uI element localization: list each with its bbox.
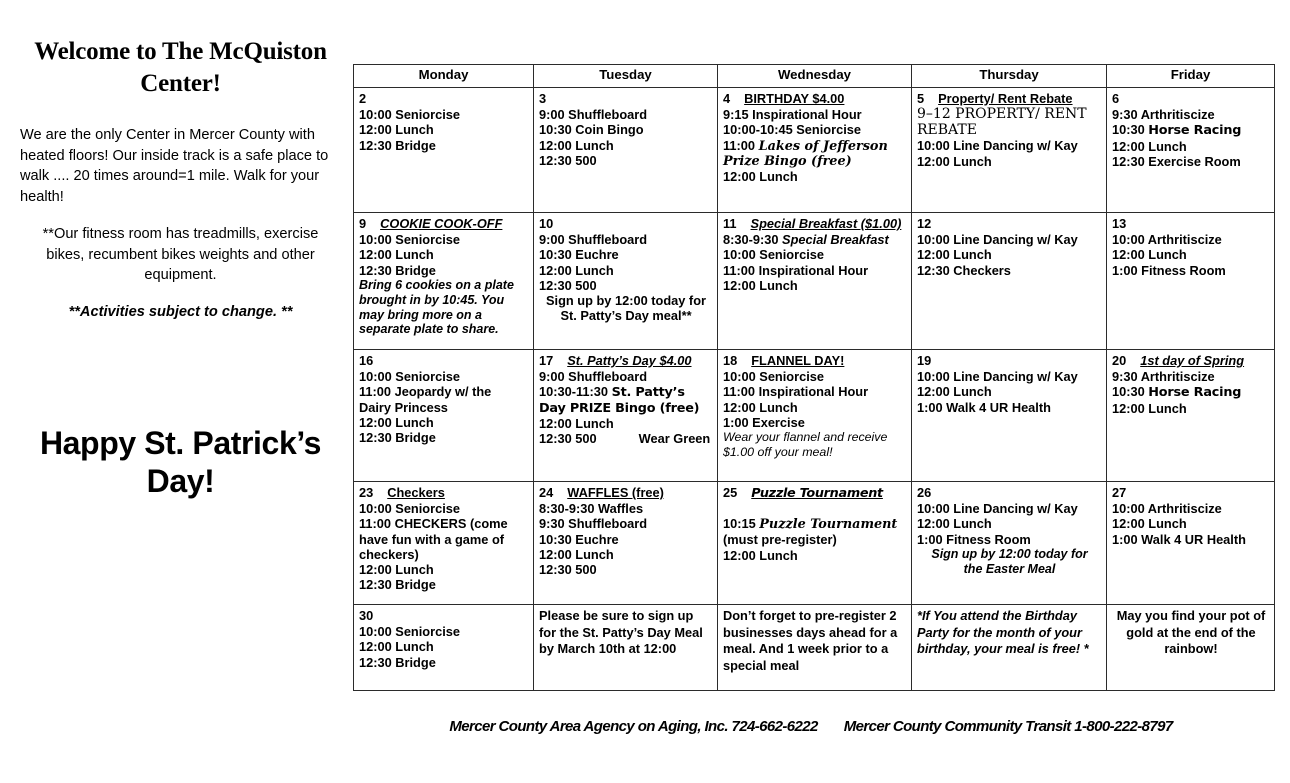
- day-special-title: WAFFLES (free): [567, 485, 664, 500]
- day-event-line: 9:00 Shuffleboard: [539, 107, 648, 123]
- day-number: 4: [723, 91, 731, 106]
- day-event-line: 9:30 Arthritiscize: [1112, 107, 1215, 123]
- calendar-cell-monday[interactable]: [354, 605, 534, 691]
- calendar-cell-tuesday[interactable]: [534, 213, 718, 350]
- day-special-title: St. Patty’s Day $4.00: [567, 353, 692, 368]
- day-note-text: *If You attend the Birthday Party for the month of your birthday, your meal is free! *: [917, 608, 1089, 657]
- day-event-line: 9:00 Shuffleboard: [539, 369, 648, 385]
- day-event-line: 12:00 Lunch: [359, 414, 434, 430]
- day-header: [723, 485, 907, 501]
- day-event-line: Prize Bingo (free): [723, 153, 852, 169]
- calendar-cell-friday[interactable]: [1107, 350, 1275, 482]
- day-event-line: 1:00 Walk 4 UR Health: [1112, 531, 1246, 547]
- day-content: [718, 350, 911, 481]
- day-event-line: 12:00 Lunch: [359, 247, 434, 263]
- day-event-line: 12:00 Lunch: [1112, 138, 1187, 154]
- day-event-line: 12:00 Lunch: [723, 399, 798, 415]
- footer-agency-text: Mercer County Area Agency on Aging, Inc. 724-662-6222: [449, 718, 818, 735]
- day-content: [718, 605, 911, 690]
- day-event-line: (must pre-register): [723, 532, 837, 548]
- day-header: [917, 485, 1102, 500]
- calendar-cell-friday[interactable]: [1107, 482, 1275, 605]
- day-number: 11: [723, 216, 737, 231]
- day-event-line: 10:00 Line Dancing w/ Kay: [917, 501, 1078, 517]
- weekday-header-monday: Monday: [354, 65, 534, 88]
- day-event-line: 10:30 Coin Bingo: [539, 122, 644, 138]
- day-header: [723, 216, 907, 231]
- day-header: [359, 91, 529, 106]
- day-event-line: 10:00 Line Dancing w/ Kay: [917, 232, 1078, 248]
- day-event-line: 10:00 Seniorcise: [359, 501, 461, 517]
- calendar-body: [354, 88, 1275, 691]
- day-content: [912, 482, 1106, 604]
- day-number: 2: [359, 91, 367, 106]
- calendar-cell-monday[interactable]: [354, 350, 534, 482]
- day-event-line: may bring more on a: [359, 307, 482, 322]
- day-header: [539, 216, 713, 231]
- day-event-line: 12:30 Checkers: [917, 262, 1011, 278]
- activity-calendar-table: [353, 64, 1275, 691]
- day-event-line: 12:30 Bridge: [359, 137, 436, 153]
- day-header: [723, 91, 907, 106]
- footer-transit-text: Mercer County Community Transit 1-800-222-8797: [843, 718, 1173, 735]
- day-event-line: 12:00 Lunch: [359, 122, 434, 138]
- day-event-line: 12:30 500: [539, 561, 597, 577]
- day-content: [354, 350, 533, 481]
- intro-paragraph-heated-floors: We are the only Center in Mercer County with heated floors! Our inside track is a safe place to walk .... 20 times around=1 mile. Walk for your health!: [20, 127, 329, 206]
- calendar-cell-wednesday[interactable]: [718, 605, 912, 691]
- day-header: [539, 485, 713, 500]
- day-event-line: 10:00 Seniorcise: [359, 369, 461, 385]
- day-event-line: 9–12 PROPERTY/ RENT: [917, 106, 1087, 123]
- day-event-line: 12:00 Lunch: [359, 561, 434, 577]
- day-event-line: 12:00 Lunch: [723, 168, 798, 184]
- weekday-header-wednesday: Wednesday: [718, 65, 912, 88]
- day-number: 18: [723, 353, 738, 368]
- day-event-line: $1.00 off your meal!: [723, 444, 833, 459]
- calendar-week-row: [354, 605, 1275, 691]
- day-content: [1107, 350, 1274, 481]
- day-event-line: Wear your flannel and receive: [723, 429, 888, 444]
- day-event-line: 10:30 Euchre: [539, 247, 619, 263]
- day-event-line: Day PRIZE Bingo (free): [539, 400, 700, 416]
- day-event-line: 12:30 Bridge: [359, 262, 436, 278]
- day-event-line: 10:00-10:45 Seniorcise: [723, 122, 862, 138]
- day-number: 5: [917, 91, 925, 106]
- day-note-text: Please be sure to sign up for the St. Patty’s Day Meal by March 10th at 12:00: [539, 608, 703, 657]
- day-header: [1112, 485, 1270, 500]
- intro-paragraph-fitness-room: **Our fitness room has treadmills, exercise bikes, recumbent bikes weights and other equipment.: [42, 225, 319, 284]
- day-special-title: COOKIE COOK-OFF: [380, 216, 503, 231]
- day-header: [917, 353, 1102, 368]
- day-event-line: 9:15 Inspirational Hour: [723, 107, 862, 123]
- day-content: [1107, 88, 1274, 212]
- day-event-line: 10:00 Seniorcise: [359, 232, 461, 248]
- day-event-line: 12:30 Bridge: [359, 654, 436, 670]
- calendar-week-row: [354, 350, 1275, 482]
- day-number: 9: [359, 216, 367, 231]
- calendar-cell-wednesday[interactable]: [718, 213, 912, 350]
- calendar-cell-thursday[interactable]: [912, 482, 1107, 605]
- day-event-line: 1:00 Fitness Room: [1112, 262, 1226, 278]
- day-content: [354, 605, 533, 690]
- day-number: 25: [723, 485, 738, 500]
- day-event-line: 12:00 Lunch: [1112, 247, 1187, 263]
- day-content: [534, 88, 717, 212]
- day-event-line: 10:00 Seniorcise: [723, 369, 825, 385]
- day-event-line: checkers): [359, 546, 419, 562]
- weekday-header-tuesday: Tuesday: [534, 65, 718, 88]
- day-event-line: the Easter Meal: [963, 561, 1056, 576]
- day-content: [912, 350, 1106, 481]
- day-number: 13: [1112, 216, 1127, 231]
- day-event-line: 12:30 Bridge: [359, 577, 436, 593]
- day-special-title: Checkers: [387, 485, 445, 500]
- day-event-line: Sign up by 12:00 today for: [546, 292, 706, 308]
- day-number: 3: [539, 91, 547, 106]
- day-special-title: Special Breakfast ($1.00): [750, 216, 902, 231]
- day-header: [539, 353, 713, 368]
- day-event-line: separate plate to share.: [359, 322, 499, 337]
- day-event-line: [723, 502, 907, 516]
- calendar-week-row: [354, 213, 1275, 350]
- day-event-line: 12:00 Lunch: [917, 153, 992, 169]
- day-event-line: 10:00 Line Dancing w/ Kay: [917, 138, 1078, 154]
- day-event-line: 1:00 Walk 4 UR Health: [917, 399, 1051, 415]
- day-content: [534, 213, 717, 349]
- day-content: [1107, 482, 1274, 604]
- day-content: [912, 88, 1106, 212]
- calendar-cell-tuesday[interactable]: [534, 605, 718, 691]
- day-number: 30: [359, 608, 374, 623]
- day-event-line: 11:00 Inspirational Hour: [723, 384, 869, 400]
- calendar-cell-tuesday[interactable]: [534, 88, 718, 213]
- calendar-cell-wednesday[interactable]: [718, 350, 912, 482]
- day-event-line: 11:00 CHECKERS (come: [359, 516, 508, 532]
- day-content: [1107, 605, 1274, 690]
- day-content: [534, 482, 717, 604]
- day-number: 16: [359, 353, 374, 368]
- day-header: [539, 91, 713, 106]
- day-event-line: 12:00 Lunch: [917, 247, 992, 263]
- day-content: [718, 213, 911, 349]
- day-event-line: St. Patty’s Day meal**: [560, 308, 692, 324]
- day-special-title: Puzzle Tournament: [751, 486, 883, 501]
- day-event-line: 12:00 Lunch: [539, 546, 614, 562]
- day-number: 23: [359, 485, 374, 500]
- day-header: [917, 91, 1102, 106]
- day-event-line: Dairy Princess: [359, 399, 448, 415]
- day-event-line: 11:00 Jeopardy w/ the: [359, 384, 492, 400]
- day-event-line: 12:00 Lunch: [723, 277, 798, 293]
- day-header: [359, 608, 529, 623]
- day-event-line: 10:30 Horse Racing: [1112, 122, 1242, 139]
- day-special-title: FLANNEL DAY!: [751, 353, 845, 368]
- calendar-cell-thursday[interactable]: [912, 88, 1107, 213]
- day-header: [359, 216, 529, 231]
- day-header: [1112, 216, 1270, 231]
- day-event-line: 9:30 Arthritiscize: [1112, 369, 1215, 385]
- calendar-cell-monday[interactable]: [354, 213, 534, 350]
- day-header: [359, 353, 529, 368]
- day-content: [354, 213, 533, 349]
- day-event-line: 10:15 Puzzle Tournament: [723, 516, 898, 533]
- calendar-cell-wednesday[interactable]: [718, 88, 912, 213]
- calendar-cell-wednesday[interactable]: [718, 482, 912, 605]
- calendar-cell-thursday[interactable]: [912, 213, 1107, 350]
- footer-contact-line: [353, 718, 1269, 735]
- day-note-text: May you find your pot of gold at the end of the rainbow!: [1116, 608, 1266, 657]
- day-event-line: 12:00 Lunch: [917, 384, 992, 400]
- day-number: 19: [917, 353, 932, 368]
- day-event-line: 10:00 Arthritiscize: [1112, 501, 1222, 517]
- day-header: [1112, 91, 1270, 106]
- calendar-cell-friday[interactable]: [1107, 213, 1275, 350]
- weekday-header-row: [354, 65, 1275, 88]
- day-content: [1107, 213, 1274, 349]
- day-event-line: 8:30-9:30 Special Breakfast: [723, 232, 889, 248]
- day-event-line: 12:30 Bridge: [359, 429, 436, 445]
- day-number: 26: [917, 485, 932, 500]
- day-content: [718, 88, 911, 212]
- day-event-line: 12:00 Lunch: [1112, 400, 1187, 416]
- day-event-line: 10:30-11:30 St. Patty’s: [539, 384, 685, 401]
- day-special-title: Property/ Rent Rebate: [938, 91, 1073, 106]
- day-content: [912, 605, 1106, 690]
- day-event-line: 1:00 Exercise: [723, 414, 805, 430]
- day-header: [1112, 353, 1270, 368]
- calendar-cell-thursday[interactable]: [912, 350, 1107, 482]
- day-special-title: BIRTHDAY $4.00: [744, 91, 845, 106]
- day-event-line: 10:30 Euchre: [539, 531, 619, 547]
- day-content: [354, 88, 533, 212]
- day-event-line: 12:00 Lunch: [917, 516, 992, 532]
- day-special-title: 1st day of Spring: [1140, 353, 1245, 368]
- day-event-line: 12:00 Lunch: [539, 137, 614, 153]
- day-event-line: brought in by 10:45. You: [359, 292, 505, 307]
- day-event-line: 12:30 500: [539, 152, 597, 168]
- day-event-line: REBATE: [917, 121, 977, 138]
- day-event-line: Bring 6 cookies on a plate: [359, 277, 514, 292]
- calendar-cell-monday[interactable]: [354, 482, 534, 605]
- day-event-line: 10:30 Horse Racing: [1112, 384, 1242, 401]
- day-event-line: 12:00 Lunch: [539, 415, 614, 431]
- day-event-line: 11:00 Lakes of Jefferson: [723, 137, 888, 154]
- calendar-week-row: [354, 482, 1275, 605]
- day-header: [723, 353, 907, 368]
- day-event-line: 12:30 Exercise Room: [1112, 153, 1241, 169]
- day-event-line: 12:30 500 Wear Green: [539, 430, 711, 446]
- day-event-line: 12:00 Lunch: [1112, 516, 1187, 532]
- day-event-line: 1:00 Fitness Room: [917, 531, 1031, 547]
- day-event-line: 10:00 Seniorcise: [359, 624, 461, 640]
- holiday-banner: Happy St. Patrick’s Day!: [39, 425, 322, 499]
- day-event-line: 12:00 Lunch: [539, 262, 614, 278]
- weekday-header-thursday: Thursday: [912, 65, 1107, 88]
- day-number: 6: [1112, 91, 1120, 106]
- day-event-line: 10:00 Arthritiscize: [1112, 232, 1222, 248]
- day-number: 20: [1112, 353, 1127, 368]
- day-event-line: Sign up by 12:00 today for: [931, 546, 1088, 561]
- day-content: [354, 482, 533, 604]
- day-event-line: 9:00 Shuffleboard: [539, 232, 648, 248]
- day-header: [359, 485, 529, 500]
- day-content: [534, 605, 717, 690]
- day-content: [912, 213, 1106, 349]
- intro-paragraph-subject-to-change: **Activities subject to change. **: [68, 304, 293, 321]
- calendar-cell-thursday[interactable]: [912, 605, 1107, 691]
- day-event-line: 11:00 Inspirational Hour: [723, 262, 869, 278]
- day-event-line: have fun with a game of: [359, 531, 505, 547]
- calendar-cell-tuesday[interactable]: [534, 350, 718, 482]
- day-content: [534, 350, 717, 481]
- calendar-cell-tuesday[interactable]: [534, 482, 718, 605]
- day-event-line: 12:00 Lunch: [723, 547, 798, 563]
- calendar-cell-friday[interactable]: [1107, 605, 1275, 691]
- day-header: [917, 216, 1102, 231]
- day-number: 10: [539, 216, 554, 231]
- intro-panel: [18, 36, 343, 323]
- weekday-header-friday: Friday: [1107, 65, 1275, 88]
- day-event-line: 9:30 Shuffleboard: [539, 516, 648, 532]
- day-event-line: 12:00 Lunch: [359, 639, 434, 655]
- day-number: 24: [539, 485, 554, 500]
- day-event-line: 12:30 500: [539, 277, 597, 293]
- calendar-cell-friday[interactable]: [1107, 88, 1275, 213]
- day-content: [718, 482, 911, 604]
- day-note-text: Don’t forget to pre-register 2 businesses days ahead for a meal. And 1 week prior to a special meal: [723, 608, 898, 673]
- day-number: 17: [539, 353, 554, 368]
- calendar-week-row: [354, 88, 1275, 213]
- day-event-line: 10:00 Line Dancing w/ Kay: [917, 369, 1078, 385]
- calendar-cell-monday[interactable]: [354, 88, 534, 213]
- day-event-line: 10:00 Seniorcise: [359, 107, 461, 123]
- day-number: 27: [1112, 485, 1127, 500]
- day-event-line: 10:00 Seniorcise: [723, 247, 825, 263]
- day-event-line: 8:30-9:30 Waffles: [539, 501, 644, 517]
- center-welcome-title: Welcome to The McQuiston Center!: [34, 38, 327, 97]
- day-number: 12: [917, 216, 932, 231]
